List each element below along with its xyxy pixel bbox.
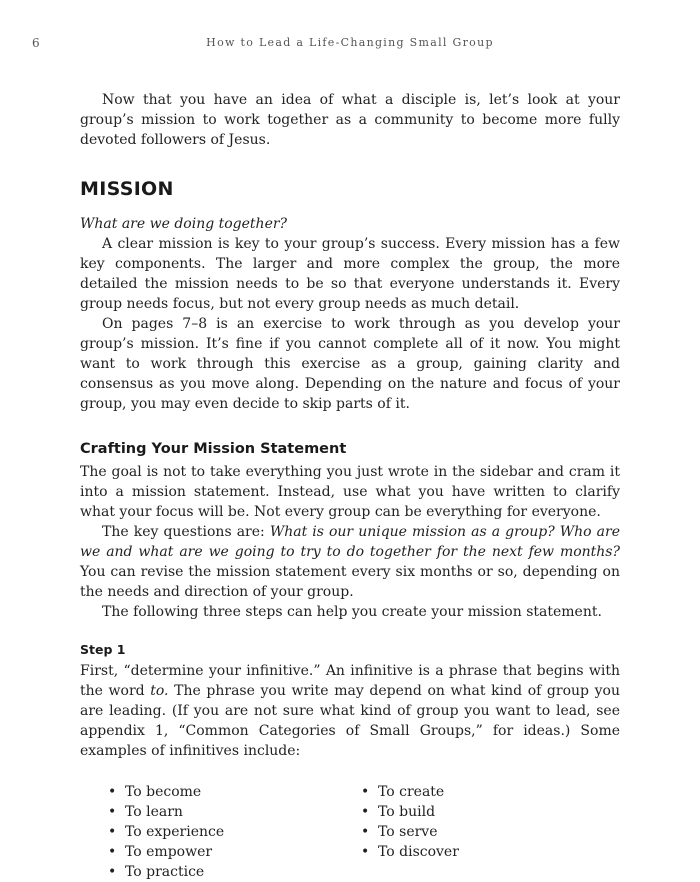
list-item: • To build [361,802,459,822]
step1-heading: Step 1 [80,642,126,657]
step1-paragraph [80,661,620,761]
list-item: • To create [361,782,459,802]
list-item: • To become [108,782,361,802]
step1-italic-to: to. [150,683,169,699]
crafting-paragraph-3: The following three steps can help you create your mission statement. [102,604,602,620]
infinitive-list-right [361,782,459,882]
infinitive-list-left [108,782,361,882]
crafting-p2-end: You can revise the mission statement every six months or so, depending on the needs and direction of your group. [80,564,620,600]
list-item: • To empower [108,842,361,862]
running-head [0,36,700,56]
step1-text-start: First, “determine your infinitive.” An infinitive is a phrase that begins with the word [80,663,620,699]
crafting-heading: Crafting Your Mission Statement [80,441,347,457]
intro-paragraph: Now that you have an idea of what a disciple is, let’s look at your group’s mission to work together as a community to become more fully devoted followers of Jesus. [80,92,620,148]
page-number: 6 [32,36,40,50]
list-item: • To serve [361,822,459,842]
mission-paragraph-1: A clear mission is key to your group’s success. Every mission has a few key components. The larger and more complex the group, the more detailed the mission needs to be so that everyone understands it. Every group needs focus, but not every group needs as much detail. [80,236,620,312]
list-item: • To practice [108,862,361,882]
list-item: • To discover [361,842,459,862]
key-questions: What is our unique mission as a group? Who are we and what are we going to try to do together for the next few months? [80,524,621,560]
mission-question: What are we doing together? [80,216,288,232]
list-item: • To learn [108,802,361,822]
crafting-paragraph-2 [80,522,620,602]
list-item: • To experience [108,822,361,842]
step1-text-end: The phrase you write may depend on what kind of group you are leading. (If you are not sure what kind of group you want to lead, see appendix 1, “Common Categories of Small Groups,” for ideas.) Some examples of infinitives include: [80,683,620,759]
body-text [80,90,620,882]
mission-paragraph-2: On pages 7–8 is an exercise to work through as you develop your group’s mission. It’s fine if you cannot complete all of it now. You might want to work through this exercise as a group, gaining clarity and consensus as you move along. Depending on the nature and focus of your group, you may even decide to skip parts of it. [80,316,620,412]
crafting-paragraph-1: The goal is not to take everything you just wrote in the sidebar and cram it into a mission statement. Instead, use what you have written to clarify what your focus will be. Not every group can be everything for everyone. [80,464,620,520]
infinitive-lists [80,782,620,882]
book-title: How to Lead a Life-Changing Small Group [206,36,494,49]
crafting-p2-start: The key questions are: [102,524,270,540]
mission-heading: MISSION [80,178,174,200]
